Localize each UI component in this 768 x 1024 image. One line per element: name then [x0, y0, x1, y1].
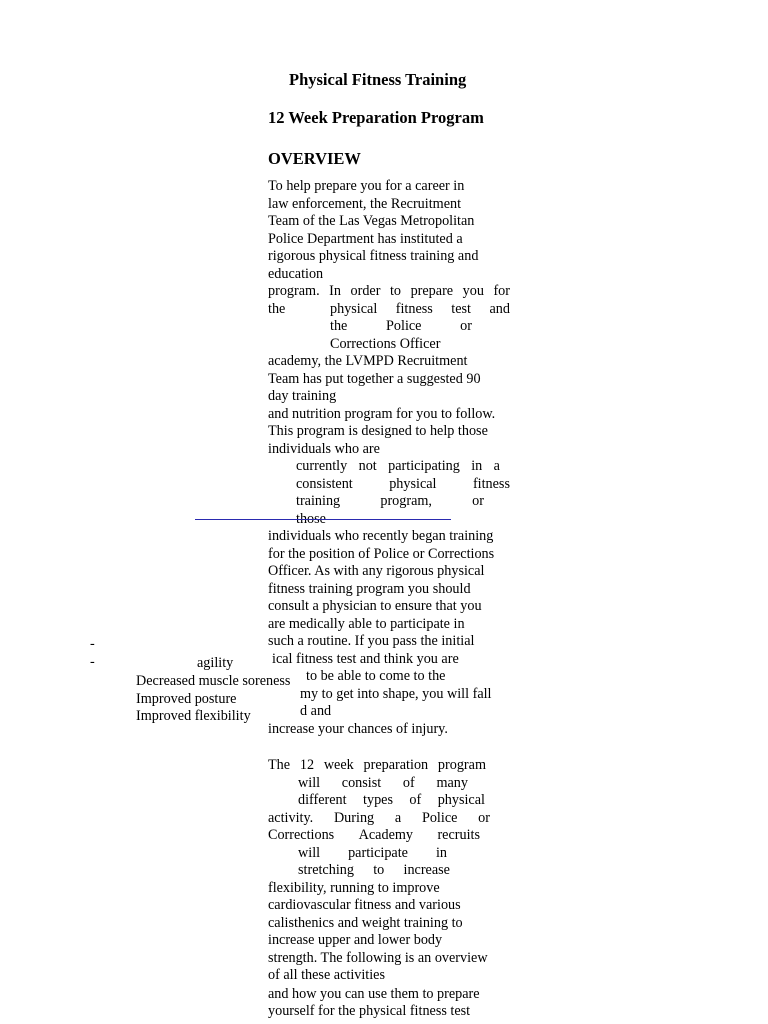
word: prepare [410, 283, 454, 299]
word: participating [388, 458, 460, 474]
text-line: cardiovascular fitness and various [268, 897, 461, 913]
word: program [437, 757, 486, 773]
word: preparation [363, 757, 429, 773]
text-line: calisthenics and weight training to [268, 914, 463, 931]
word: program, [380, 493, 432, 509]
word: order [350, 283, 381, 299]
word: or [472, 493, 484, 509]
word: of [409, 792, 422, 808]
text-line: To help prepare you for a career in [268, 178, 465, 194]
word: Police [421, 809, 458, 826]
text-line [296, 476, 510, 494]
word: or [460, 318, 472, 334]
word: types [363, 792, 393, 808]
word: or [478, 809, 490, 826]
text-line: Police Department has instituted a [268, 230, 463, 247]
text-line: Team has put together a suggested 90 [268, 370, 481, 387]
text-line: Corrections Officer [330, 335, 441, 352]
word: in [471, 458, 483, 474]
text-line: such a routine. If you pass the initial [268, 633, 475, 649]
word: Corrections [268, 827, 335, 843]
word: week [323, 757, 354, 773]
text-line: and how you can use them to prepare [268, 986, 480, 1002]
word: In [329, 283, 341, 299]
text-line: day training [268, 388, 337, 404]
word: will [298, 774, 321, 791]
text-line: academy, the LVMPD Recruitment [268, 353, 468, 369]
word: physical [389, 475, 437, 492]
text-line: Team of the Las Vegas Metropolitan [268, 213, 475, 229]
word: for [493, 283, 510, 299]
text-line: my to get into shape, you will fall [300, 685, 492, 702]
text-line: increase upper and lower body [268, 932, 443, 948]
word: not [358, 458, 377, 474]
word: the [330, 318, 348, 334]
text-line: the [268, 300, 286, 317]
word: increase [403, 862, 450, 878]
word: currently [296, 458, 348, 474]
text-line: fitness training program you should [268, 580, 471, 597]
text-line [268, 757, 486, 775]
word: During [333, 809, 375, 826]
text-line [296, 493, 484, 511]
text-line: strength. The following is an overview [268, 949, 488, 966]
list-item: Decreased muscle soreness [136, 673, 291, 689]
text-line [298, 845, 447, 863]
word: fitness [395, 300, 433, 317]
word: many [436, 774, 468, 791]
text-line: and nutrition program for you to follow. [268, 405, 496, 422]
word: you [462, 283, 484, 299]
text-line [298, 775, 468, 793]
document-subtitle: 12 Week Preparation Program [268, 108, 484, 127]
text-line: This program is designed to help those [268, 423, 488, 439]
word: recruits [437, 827, 480, 843]
word: physical [330, 300, 378, 317]
word: a [394, 809, 402, 826]
section-heading: OVERVIEW [268, 149, 361, 168]
text-line: for the position of Police or Corrections [268, 545, 495, 562]
text-line: d and [300, 703, 332, 719]
horizontal-rule [195, 519, 451, 520]
word: The [268, 757, 291, 773]
text-line: flexibility, running to improve [268, 879, 440, 896]
word: to [373, 862, 385, 878]
list-dash: - [90, 636, 95, 652]
list-item: Improved posture [136, 690, 237, 707]
list-item: agility [197, 655, 234, 671]
text-line: increase your chances of injury. [268, 720, 448, 737]
word: consistent [296, 475, 353, 492]
word: in [435, 844, 447, 861]
word: program. [268, 283, 320, 299]
word: physical [437, 792, 485, 808]
word: Police [386, 318, 422, 334]
word: participate [348, 844, 408, 861]
text-line: rigorous physical fitness training and [268, 248, 479, 264]
text-line [268, 827, 480, 845]
document-title: Physical Fitness Training [289, 70, 467, 89]
text-line [330, 318, 472, 336]
word: 12 [299, 757, 315, 773]
text-line: to be able to come to the [306, 668, 446, 684]
word: consist [341, 774, 382, 791]
text-line [298, 862, 450, 880]
word: stretching [298, 862, 354, 878]
word: a [493, 458, 500, 474]
text-line: those [296, 510, 326, 527]
list-dash: - [90, 654, 95, 670]
text-line: are medically able to participate in [268, 615, 465, 632]
text-line: of all these activities [268, 967, 386, 983]
word: and [489, 300, 510, 317]
word: fitness [472, 475, 510, 492]
word: test [451, 300, 471, 317]
text-line [268, 810, 490, 828]
word: will [298, 844, 321, 861]
word: training [296, 493, 341, 509]
text-line: ical fitness test and think you are [272, 650, 459, 667]
word: Academy [358, 827, 414, 843]
text-line: individuals who recently began training [268, 528, 494, 544]
word: of [402, 774, 415, 791]
text-line [298, 792, 485, 810]
list-item: Improved flexibility [136, 708, 251, 724]
text-line [330, 301, 510, 319]
text-line [268, 283, 510, 301]
text-line: law enforcement, the Recruitment [268, 195, 462, 212]
text-line [296, 458, 500, 476]
text-line: education [268, 265, 324, 282]
word: different [298, 792, 347, 808]
word: activity. [268, 809, 314, 826]
text-line: individuals who are [268, 440, 380, 457]
text-line: yourself for the physical fitness test [268, 1003, 471, 1019]
text-line: consult a physician to ensure that you [268, 598, 482, 614]
text-line: Officer. As with any rigorous physical [268, 563, 485, 579]
word: to [389, 283, 402, 299]
